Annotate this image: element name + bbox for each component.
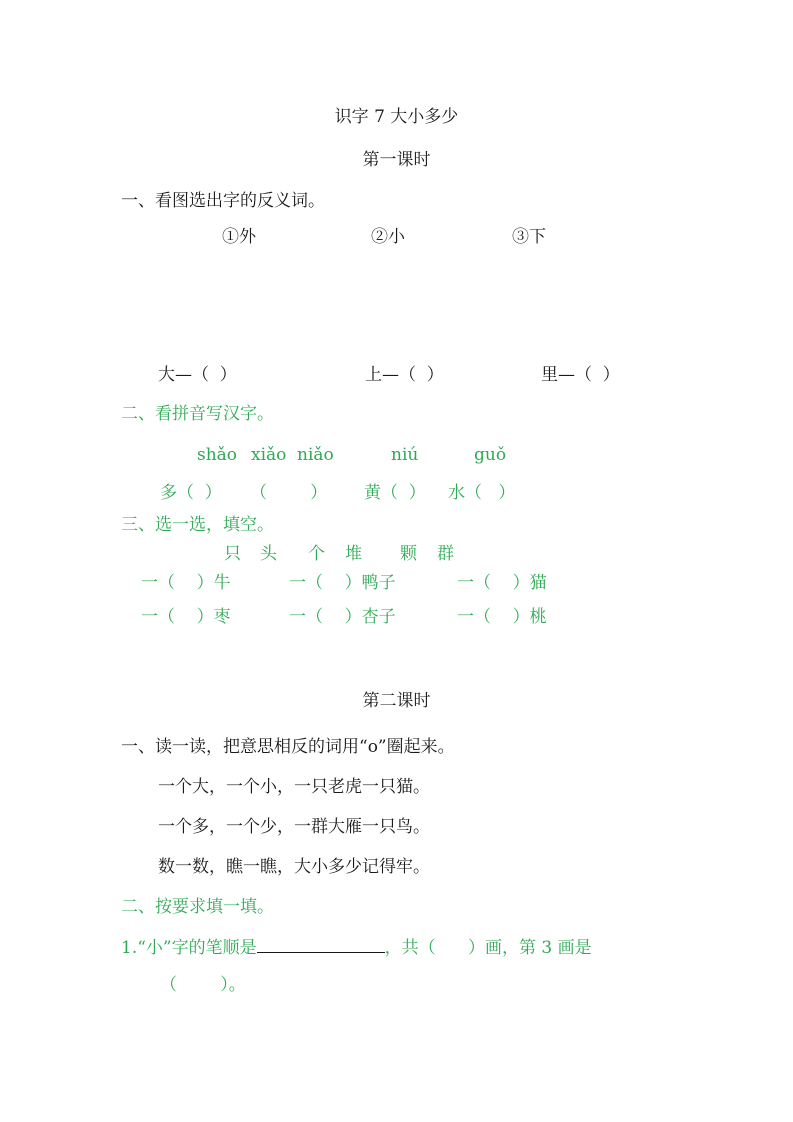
l1-q1-option: ③下 [512, 227, 546, 247]
l2-q2-item-1-end: ，共（ ）画，第 3 画是 [384, 938, 592, 958]
measure-word: 群 [437, 544, 454, 564]
l1-q1-option: ②小 [371, 227, 405, 247]
l1-q1-blank: 上—（ ） [365, 365, 444, 385]
l1-q1-blank: 里—（ ） [541, 365, 620, 385]
l2-q1-prompt: 一、读一读，把意思相反的词用“o”圈起来。 [121, 737, 455, 757]
measure-word: 个 [308, 544, 325, 564]
l1-q2-prompt: 二、看拼音写汉字。 [121, 404, 274, 424]
l2-q2-item-1-start: 1.“小”字的笔顺是 [121, 938, 257, 958]
lesson-2-heading: 第二课时 [362, 691, 431, 711]
measure-word: 颗 [400, 544, 417, 564]
l2-q2-prompt: 二、按要求填一填。 [121, 897, 274, 917]
page-title: 识字 7 大小多少 [334, 107, 459, 127]
l1-q2-item: 水（ ） [448, 483, 516, 503]
l1-q1-prompt: 一、看图选出字的反义词。 [121, 191, 325, 211]
l1-q3-blank: 一（ ）枣 [141, 607, 231, 627]
l2-q1-line: 一个多，一个少，一群大雁一只鸟。 [158, 817, 430, 837]
answer-blank-line[interactable] [257, 936, 385, 953]
pinyin: niǎo [297, 445, 334, 465]
l1-q3-blank: 一（ ）鸭子 [289, 573, 396, 593]
pinyin: guǒ [474, 445, 507, 465]
l1-q3-blank: 一（ ）猫 [457, 573, 547, 593]
pinyin: xiǎo [251, 445, 287, 465]
measure-word: 只 [224, 544, 241, 564]
l1-q1-blank: 大—（ ） [158, 365, 237, 385]
l1-q2-item: 多（ ） [160, 483, 222, 503]
l2-q1-line: 数一数，瞧一瞧，大小多少记得牢。 [158, 857, 430, 877]
pinyin: shǎo [197, 445, 238, 465]
l1-q3-blank: 一（ ）杏子 [289, 607, 396, 627]
l2-q2-item-1 [121, 936, 592, 959]
l1-q2-item: 黄（ ） [364, 483, 426, 503]
lesson-1-heading: 第一课时 [362, 150, 431, 170]
l1-q2-item: （ ） [250, 483, 328, 503]
l1-q3-prompt: 三、选一选，填空。 [121, 515, 274, 535]
l1-q3-blank: 一（ ）牛 [141, 573, 231, 593]
measure-word: 头 [260, 544, 277, 564]
l1-q3-blank: 一（ ）桃 [457, 607, 547, 627]
pinyin: niú [391, 445, 419, 465]
measure-word: 堆 [345, 544, 362, 564]
l2-q2-item-1-cont: （ ）。 [160, 975, 246, 995]
l2-q1-line: 一个大，一个小，一只老虎一只猫。 [158, 777, 430, 797]
l1-q1-option: ①外 [222, 227, 256, 247]
